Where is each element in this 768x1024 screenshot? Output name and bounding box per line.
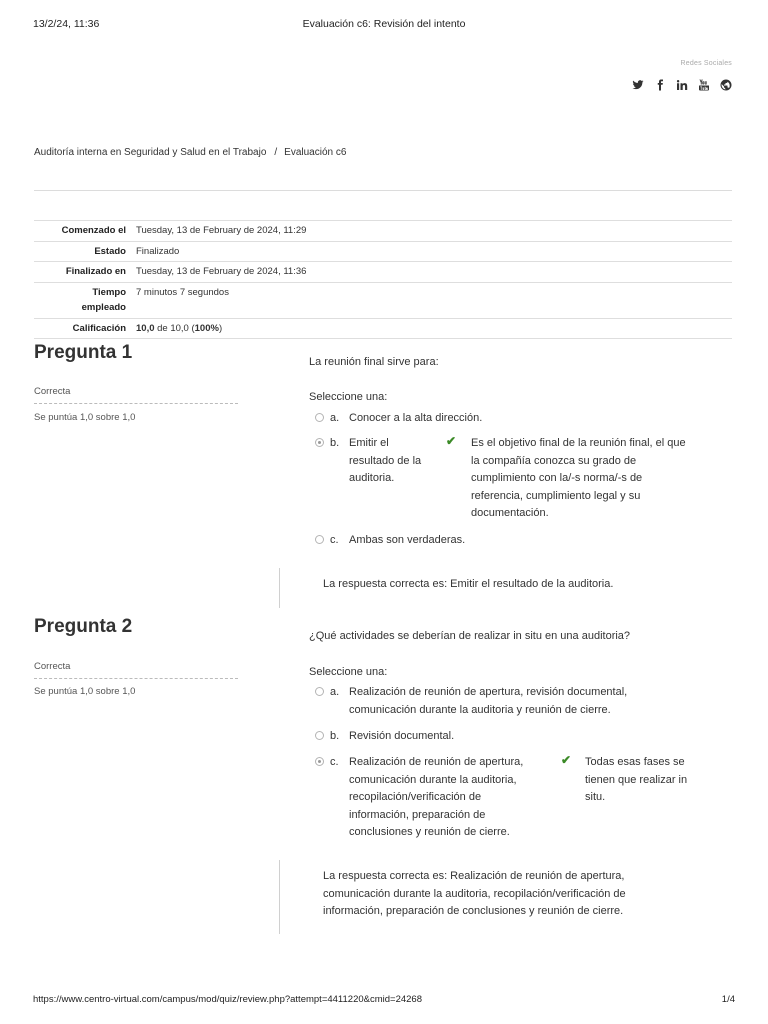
- radio-button-selected[interactable]: [315, 757, 324, 766]
- question-2-text: ¿Qué actividades se deberían de realizar in situ en una auditoria?: [309, 630, 631, 642]
- breadcrumb-separator: /: [274, 147, 278, 158]
- option-text-line: resultado de la: [349, 454, 422, 467]
- summary-row-grade: [34, 318, 732, 339]
- social-icons: [632, 78, 732, 92]
- question-1-select-one: Seleccione una:: [309, 391, 388, 403]
- grade-end: ): [218, 322, 223, 334]
- feedback-line: situ.: [585, 791, 606, 803]
- feedback-line: cumplimiento con la/-s norma/-s de: [471, 472, 643, 484]
- option-feedback: [471, 435, 686, 523]
- summary-value: Tuesday, 13 de February de 2024, 11:29: [136, 225, 307, 236]
- right-answer-line: comunicación durante la auditoria, recopilación/verificación de: [323, 887, 626, 900]
- option-text: [349, 754, 523, 842]
- option-feedback: [585, 754, 687, 807]
- summary-row-time: [34, 282, 732, 318]
- question-1-right-answer: La respuesta correcta es: Emitir el resultado de la auditoria.: [323, 578, 614, 590]
- print-footer: [33, 994, 735, 1008]
- print-page-title: Evaluación c6: Revisión del intento: [302, 18, 466, 30]
- radio-button[interactable]: [315, 413, 324, 422]
- question-2-state: Correcta: [34, 661, 238, 679]
- summary-label: Finalizado en: [65, 266, 126, 277]
- check-icon: ✔: [446, 434, 457, 448]
- option-text-line: comunicación durante la auditoria,: [349, 773, 517, 786]
- option-text-line: Realización de reunión de apertura,: [349, 756, 524, 768]
- option-text-line: información, preparación de: [349, 808, 486, 821]
- option-letter: a.: [330, 686, 340, 698]
- option-text-line: comunicación durante la auditoria y reunión de cierre.: [349, 703, 611, 716]
- youtube-icon[interactable]: [698, 78, 710, 92]
- option-text-line: conclusiones y reunión de cierre.: [349, 826, 510, 838]
- summary-value: Tuesday, 13 de February de 2024, 11:36: [136, 266, 307, 277]
- feedback-divider: [279, 860, 280, 934]
- print-page-number: 1/4: [721, 994, 735, 1005]
- right-answer-line: La respuesta correcta es: Realización de reunión de apertura,: [323, 870, 625, 882]
- summary-label: Estado: [94, 245, 126, 257]
- summary-value: [132, 318, 732, 339]
- summary-label: [34, 282, 132, 318]
- summary-value: Finalizado: [136, 245, 180, 257]
- option-text-line: Realización de reunión de apertura, revisión documental,: [349, 686, 628, 698]
- attempt-summary-table: [34, 220, 732, 339]
- feedback-line: tienen que realizar in: [585, 773, 688, 786]
- twitter-icon[interactable]: [632, 78, 644, 92]
- feedback-line: Es el objetivo final de la reunión final, el que: [471, 437, 686, 449]
- feedback-line: referencia, cumplimiento legal y su: [471, 489, 641, 502]
- option-letter: b.: [330, 437, 340, 449]
- breadcrumb-quiz-link[interactable]: Evaluación c6: [284, 147, 347, 158]
- option-text: Conocer a la alta dirección.: [349, 412, 483, 424]
- option-text: [349, 684, 627, 719]
- grade-percent: 100%: [194, 322, 219, 334]
- radio-button-selected[interactable]: [315, 438, 324, 447]
- summary-row-started: [34, 221, 732, 242]
- option-letter: a.: [330, 412, 340, 424]
- feedback-line: documentación.: [471, 507, 549, 519]
- globe-icon[interactable]: [720, 78, 732, 92]
- divider: [34, 190, 732, 191]
- question-2-right-answer: [323, 868, 626, 921]
- option-letter: b.: [330, 730, 340, 742]
- feedback-line: Todas esas fases se: [585, 756, 685, 768]
- print-url: https://www.centro-virtual.com/campus/mod/quiz/review.php?attempt=4411220&cmid=24268: [33, 994, 423, 1005]
- radio-button[interactable]: [315, 687, 324, 696]
- radio-button[interactable]: [315, 731, 324, 740]
- feedback-divider: [279, 568, 280, 608]
- grade-mid: de 10,0 (: [154, 322, 195, 334]
- option-text-line: recopilación/verificación de: [349, 791, 482, 803]
- linkedin-icon[interactable]: [676, 78, 688, 92]
- right-answer-line: información, preparación de conclusiones y reunión de cierre.: [323, 905, 624, 917]
- summary-row-completed: [34, 262, 732, 283]
- print-header: [33, 18, 735, 32]
- option-text: Ambas son verdaderas.: [349, 534, 466, 546]
- print-datetime: 13/2/24, 11:36: [33, 18, 100, 30]
- radio-button[interactable]: [315, 535, 324, 544]
- social-title: Redes Sociales: [680, 60, 732, 67]
- option-text-line: Emitir el: [349, 437, 389, 449]
- grade-score: 10,0: [136, 322, 155, 334]
- summary-label-line: empleado: [81, 302, 126, 313]
- facebook-icon[interactable]: [654, 78, 666, 92]
- option-letter: c.: [330, 756, 339, 768]
- check-icon: ✔: [561, 753, 572, 767]
- summary-value: 7 minutos 7 segundos: [136, 286, 229, 298]
- option-letter: c.: [330, 534, 339, 546]
- breadcrumb-course-link[interactable]: Auditoría interna en Seguridad y Salud en el Trabajo: [34, 147, 267, 158]
- question-2-title: Pregunta 2: [34, 616, 133, 637]
- question-2-grade: Se puntúa 1,0 sobre 1,0: [34, 686, 136, 697]
- summary-row-state: [34, 241, 732, 262]
- question-1-grade: Se puntúa 1,0 sobre 1,0: [34, 412, 136, 423]
- option-text: Revisión documental.: [349, 730, 455, 742]
- feedback-line: la compañía conozca su grado de: [471, 454, 637, 467]
- option-text-line: auditoria.: [349, 472, 395, 484]
- breadcrumb: [34, 147, 346, 158]
- summary-label: Calificación: [72, 322, 126, 334]
- option-text: [349, 435, 421, 488]
- question-1-state: Correcta: [34, 386, 238, 404]
- summary-label-line: Tiempo: [92, 286, 126, 298]
- question-2-select-one: Seleccione una:: [309, 666, 388, 678]
- summary-label: Comenzado el: [61, 225, 126, 236]
- question-1-title: Pregunta 1: [34, 342, 133, 363]
- question-1-text: La reunión final sirve para:: [309, 356, 439, 368]
